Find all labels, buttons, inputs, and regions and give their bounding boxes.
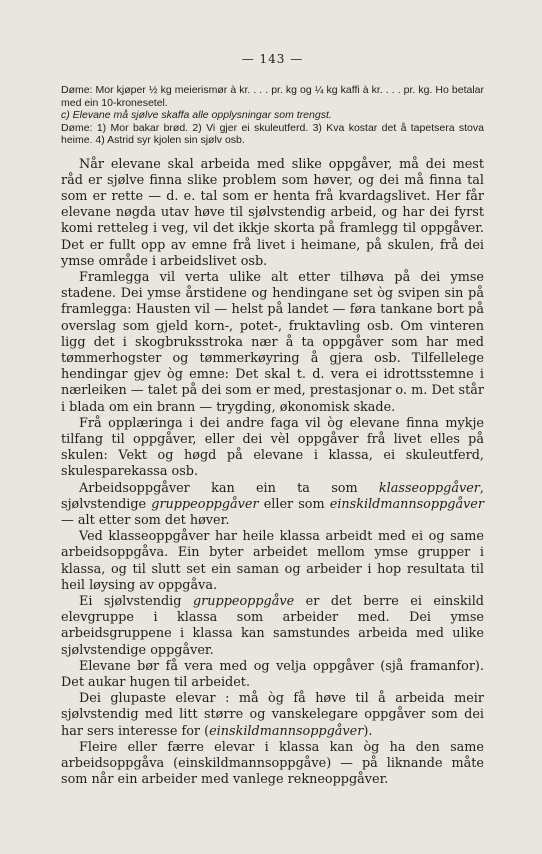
paragraph-5: Ved klasseoppgåver har heile klassa arbeidt med ei og same arbeidsoppgåva. Ein byter arbeidet mellom ymse grupper i klassa, og til slutt set ein saman og arbeider i hop resultata til heil løysing av oppgåva. xyxy=(61,529,484,593)
paragraph-6: Ei sjølvstendig gruppeoppgåve er det berre ei einskild elevgruppe i klassa som arbeider med. Dei ymse arbeidsgruppene i klassa kan samstundes arbeida med ulike sjølvstendige oppgåver. xyxy=(61,593,484,658)
paragraph-7: Elevane bør få vera med og velja oppgåver (sjå framanfor). Det aukar hugen til arbeidet. xyxy=(61,658,484,690)
paragraph-3: Frå opplæringa i dei andre faga vil òg elevane finna mykje tilfang til oppgåver, eller dei vèl oppgåver frå livet elles på skulen: Vekt og høgd på elevane i klassa, ei skuleutferd, skulesparekassa osb. xyxy=(61,415,484,480)
examples-block xyxy=(61,84,484,147)
term-gruppeoppgaver: gruppeoppgåver xyxy=(151,496,259,512)
term-einskildmannsoppgaver-2: einskildmannsoppgåver xyxy=(209,723,364,739)
term-gruppeoppgave: gruppeoppgåve xyxy=(192,593,295,609)
paragraph-9: Fleire eller færre elevar i klassa kan òg ha den same arbeidsoppgåva (einskildmannsoppgåve) — på liknande måte som når ein arbeider med vanlege rekneoppgåver. xyxy=(61,739,484,788)
page-number: — 143 — xyxy=(241,52,304,66)
example-line-1: Døme: Mor kjøper ½ kg meierismør à kr. . . . pr. kg og ¼ kg kaffi à kr. . . . pr. kg. Ho betalar med ein 10-kronesetel. xyxy=(61,84,484,109)
example-line-2: Døme: 1) Mor bakar brød. 2) Vi gjer ei skuleutferd. 3) Kva kostar det å tapetsera stova heime. 4) Astrid syr kjolen sin sjølv osb. xyxy=(61,121,484,146)
body-text xyxy=(61,157,484,789)
subheading-c: c) Elevane må sjølve skaffa alle opplysningar som trengst. xyxy=(61,109,332,121)
paragraph-4: Arbeidsoppgåver kan ein ta som klasseoppgåver, sjølvstendige gruppeoppgåver eller som einskildmannsoppgåver — alt etter som det høver. xyxy=(61,480,484,528)
paragraph-2: Framlegga vil verta ulike alt etter tilhøva på dei ymse stadene. Dei ymse årstidene og hendingane set òg svipen sin på framlegga: Hausten vil — helst på landet — føra tankane bort på overslag som gjeld korn-, potet-, fruktavling osb. Om vinteren ligg det i skogbruksstroka nær å ta oppgåver som har med tømmerhogster og tømmerkøyring å gjera osb. Tilfellelege hendingar gjev òg emne: Det skal t. d. vera ei idrottsstemne i nærleiken — talet på dei som er med, prestasjonar o. m. Det står i blada om ein brann — trygding, økonomisk skade. xyxy=(61,269,484,415)
paragraph-1: Når elevane skal arbeida med slike oppgåver, må dei mest råd er sjølve finna slike problem som høver, og dei må finna tal som er rette — d. e. tal som er henta frå kvardagslivet. Her får elevane nøgda utav høve til sjølvstendig arbeid, og har dei fyrst komi retteleg i veg, vil det ikkje skorta på framlegg til oppgåver. Det er fullt opp av emne frå livet i heimane, på skulen, frå dei ymse område i arbeidslivet osb. xyxy=(61,156,484,269)
term-einskildmannsoppgaver: einskildmannsoppgåver xyxy=(329,496,484,512)
paragraph-8: Dei glupaste elevar : må òg få høve til å arbeida meir sjølvstendig med litt større og vanskelegare oppgåver som dei har sers interesse for (einskildmannsoppgåver). xyxy=(61,691,484,739)
term-klasseoppgaver: klasseoppgåver xyxy=(378,480,480,496)
